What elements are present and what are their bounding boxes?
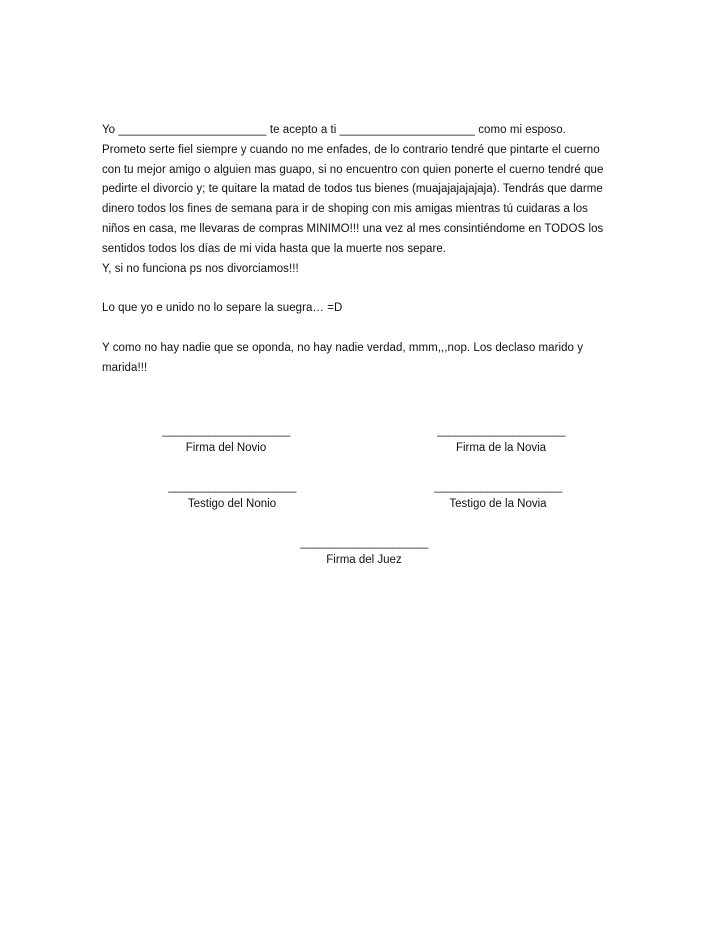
vow-line-5: dinero todos los fines de semana para ir de shoping con mis amigas mientras tú cuidaras a los (102, 203, 588, 216)
document-body (102, 121, 642, 378)
signature-label: Firma de la Novia (455, 442, 547, 454)
vow-line-4: pedirte el divorcio y; te quitare la matad de todos tus bienes (muajajajajajaja). Tendrás que darme (102, 183, 603, 196)
signature-novia (421, 423, 581, 457)
vow-line-3: con tu mejor amigo o alguien mas guapo, si no encuentro con quien ponerte el cuerno tendré que (102, 163, 604, 176)
signature-label: Testigo de la Novia (449, 498, 547, 510)
signature-testigo-novia (418, 479, 578, 513)
signature-line: ______________________ (300, 537, 428, 549)
signature-line: ______________________ (434, 481, 562, 493)
suegra-line: Lo que yo e unido no lo separe la suegra… =D (102, 302, 343, 315)
signature-testigo-novio (152, 479, 312, 513)
vow-line-1: Yo _______________________ te acepto a ti _____________________ como mi esposo. (102, 124, 566, 136)
signature-line: ______________________ (437, 425, 565, 437)
vow-line-6: niños en casa, me llevaras de compras MINIMO!!! una vez al mes consintiéndome en TODOS los (102, 222, 604, 235)
signature-label: Firma del Juez (326, 554, 402, 566)
signature-label: Testigo del Nonio (187, 498, 277, 510)
paragraph-gap (102, 319, 642, 339)
declaration-line-1: Y como no hay nadie que se oponda, no hay nadie verdad, mmm,,,nop. Los declaso marido y (102, 341, 584, 354)
vow-line-8: Y, si no funciona ps nos divorciamos!!! (102, 262, 299, 275)
vow-line-7: sentidos todos los días de mi vida hasta que la muerte nos separe. (102, 242, 447, 255)
signature-novio (146, 423, 306, 457)
signature-label: Firma del Novio (185, 442, 267, 454)
signature-line: ______________________ (162, 425, 290, 437)
paragraph-gap (102, 279, 642, 299)
signature-juez (284, 535, 444, 569)
declaration-line-2: marida!!! (102, 361, 148, 374)
signature-line: ______________________ (168, 481, 296, 493)
vow-line-2: Prometo serte fiel siempre y cuando no me enfades, de lo contrario tendré que pintarte el cuerno (102, 143, 600, 156)
